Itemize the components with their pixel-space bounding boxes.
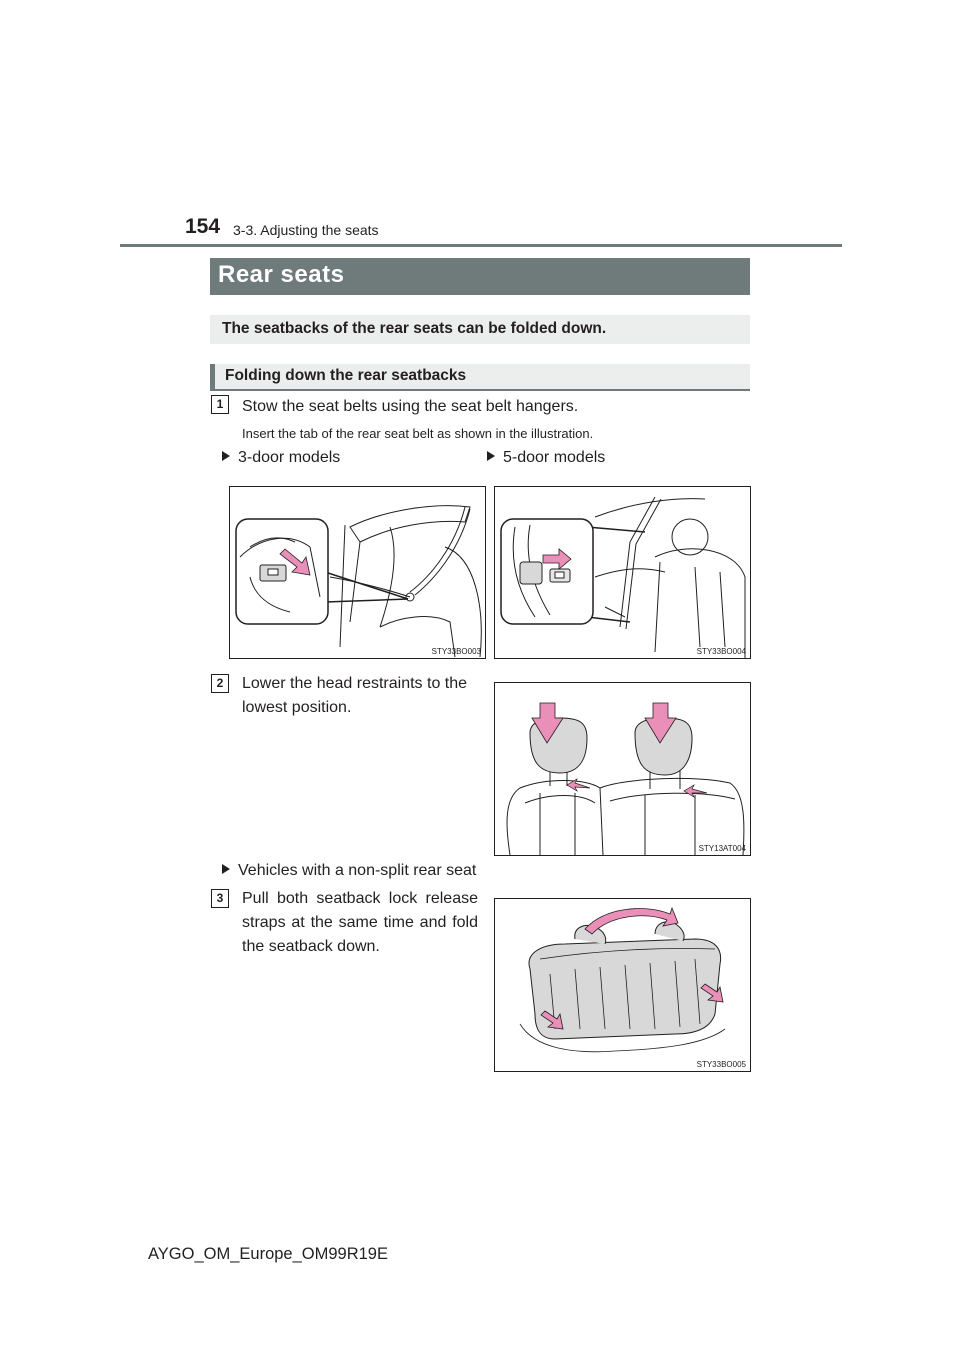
step-2-text: Lower the head restraints to the lowest position. — [242, 675, 468, 716]
subheading-box — [210, 364, 750, 391]
step-number-3: 3 — [211, 889, 229, 908]
section-label: 3-3. Adjusting the seats — [233, 222, 379, 238]
image-code: STY33BO005 — [696, 1060, 746, 1069]
image-code: STY33BO004 — [696, 647, 746, 656]
image-code: STY33BO003 — [431, 647, 481, 656]
step-1-note: Insert the tab of the rear seat belt as shown in the illustration. — [242, 426, 594, 441]
bullet-triangle-icon — [222, 451, 230, 461]
illustration-head-restraints — [494, 682, 751, 856]
variant-label: 3-door models — [238, 449, 341, 466]
condition-non-split — [222, 862, 476, 880]
step-1-text: Stow the seat belts using the seat belt hangers. — [242, 398, 579, 415]
illustration-3-door-belt-hanger — [229, 486, 486, 659]
step-number-2: 2 — [211, 674, 229, 693]
illustration-fold-seatback — [494, 898, 751, 1072]
image-code: STY13AT004 — [698, 844, 746, 853]
intro-text: The seatbacks of the rear seats can be folded down. — [222, 320, 607, 337]
intro-box — [210, 315, 750, 344]
illustration-5-door-belt-hanger — [494, 486, 751, 659]
footer-document-id: AYGO_OM_Europe_OM99R19E — [148, 1245, 388, 1263]
page-number: 154 — [185, 215, 221, 238]
step-3-text: Pull both seatback lock release straps at the same time and fold the seatback down. — [242, 890, 478, 955]
condition-label: Vehicles with a non-split rear seat — [238, 862, 477, 879]
header-rule — [120, 244, 842, 247]
bullet-triangle-icon — [487, 451, 495, 461]
step-number-1: 1 — [211, 395, 229, 414]
subheading-accent — [210, 364, 215, 389]
variant-5-door — [487, 449, 605, 467]
subheading-text: Folding down the rear seatbacks — [225, 367, 467, 384]
variant-3-door — [222, 449, 340, 467]
title-bar — [210, 258, 750, 295]
page-title: Rear seats — [218, 261, 345, 288]
variant-label: 5-door models — [503, 449, 606, 466]
bullet-triangle-icon — [222, 864, 230, 874]
